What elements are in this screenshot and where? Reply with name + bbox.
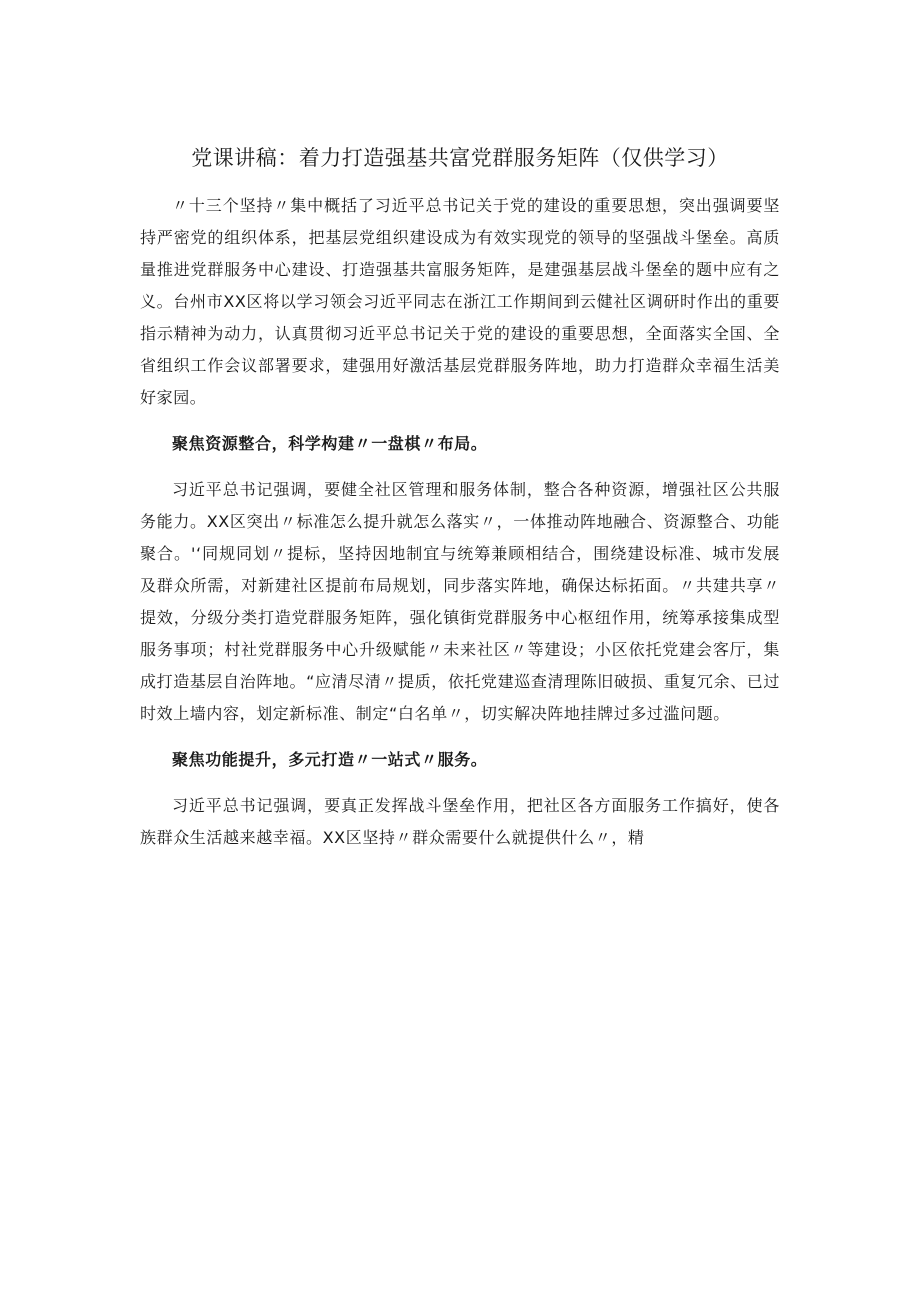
intro-paragraph: 〃十三个坚持〃集中概括了习近平总书记关于党的建设的重要思想，突出强调要坚持严密党的组织体系，把基层党组织建设成为有效实现党的领导的坚强战斗堡垒。高质量推进党群服务中心建设、打造强基共富服务矩阵，是建强基层战斗堡垒的题中应有之义。台州市XX区将以学习领会习近平同志在浙江工作期间到云健社区调研时作出的重要指示精神为动力，认真贯彻习近平总书记关于党的建设的重要思想，全面落实全国、全省组织工作会议部署要求，建强用好激活基层党群服务阵地，助力打造群众幸福生活美好家园。 xyxy=(140,196,780,407)
section-body-resource-integration: 习近平总书记强调，要健全社区管理和服务体制，整合各种资源，增强社区公共服务能力。XX区突出〃标准怎么提升就怎么落实〃，一体推动阵地融合、资源整合、功能聚合。'‘同规同划〃提标，坚持因地制宜与统筹兼顾相结合，围绕建设标准、城市发展及群众所需，对新建社区提前布局规划，同步落实阵地，确保达标拓面。〃共建共享〃提效，分级分类打造党群服务矩阵，强化镇街党群服务中心枢纽作用，统筹承接集成型服务事项；村社党群服务中心升级赋能〃未来社区〃等建设；小区依托党建会客厅，集成打造基层自治阵地。“应清尽清〃提质，依托党建巡查清理陈旧破损、重复冗余、已过时效上墙内容，划定新标准、制定“白名单〃，切实解决阵地挂牌过多过滥问题。 xyxy=(140,480,780,723)
section-body-function-upgrade: 习近平总书记强调，要真正发挥战斗堡垒作用，把社区各方面服务工作搞好，使各族群众生活越来越幸福。XX区坚持〃群众需要什么就提供什么〃，精 xyxy=(140,796,780,847)
section-heading-resource-integration: 聚焦资源整合，科学构建〃一盘棋〃布局。 xyxy=(172,434,488,453)
section-heading-function-upgrade: 聚焦功能提升，多元打造〃一站式〃服务。 xyxy=(172,750,488,769)
document-body xyxy=(140,190,780,854)
document-title: 党课讲稿：着力打造强基共富党群服务矩阵（仅供学习） xyxy=(191,146,729,170)
